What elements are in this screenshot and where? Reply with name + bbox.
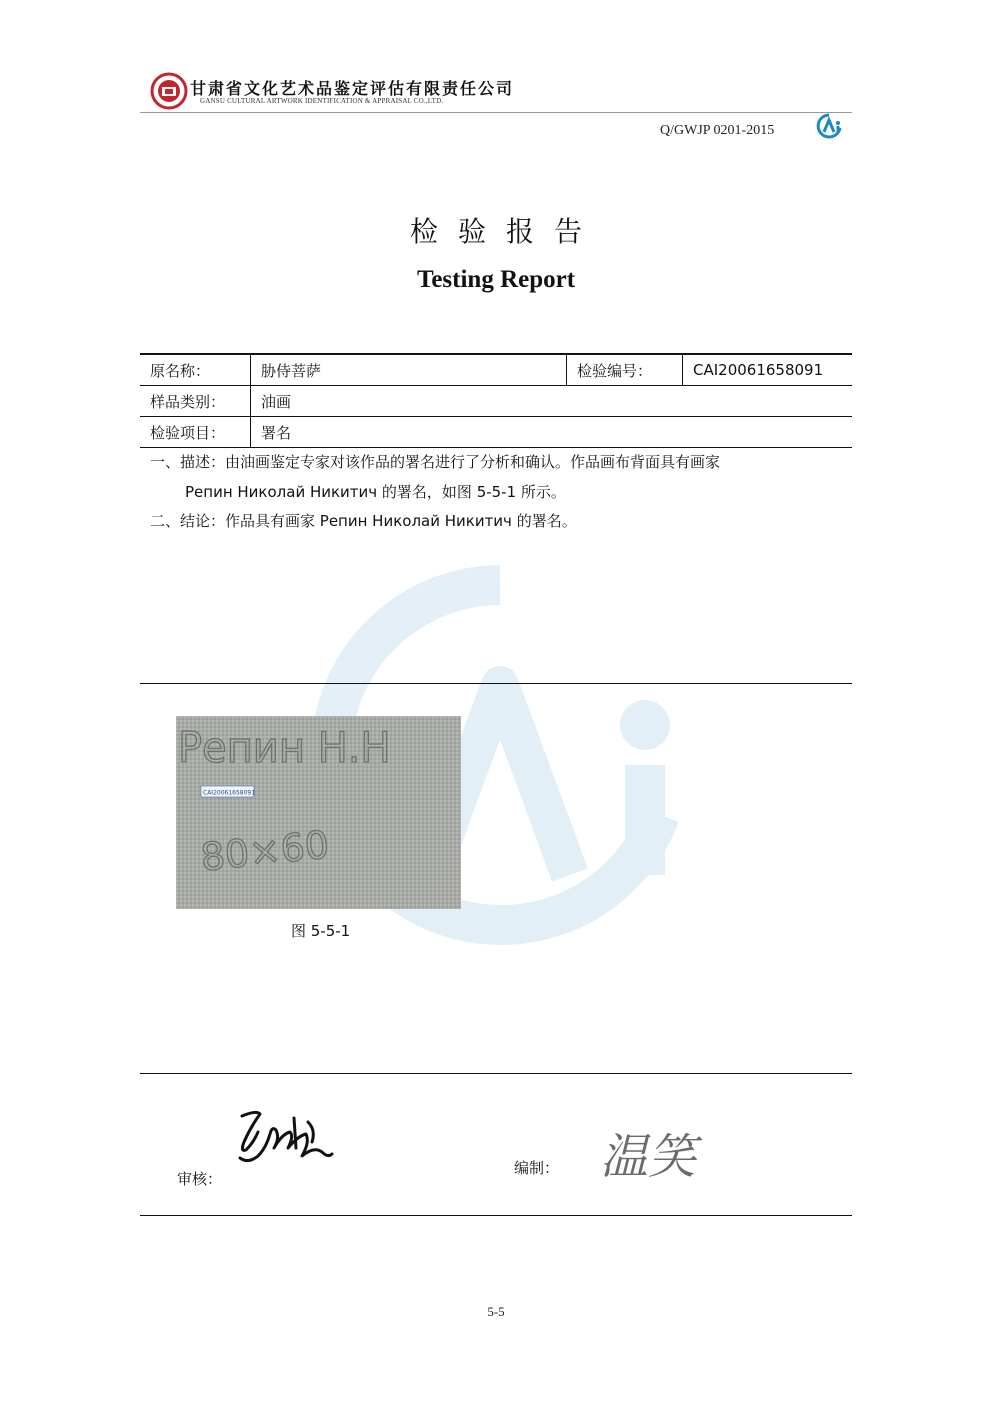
table-row [140, 386, 852, 417]
section-divider [140, 1215, 852, 1216]
description-line-1: 一、描述：由油画鉴定专家对该作品的署名进行了分析和确认。作品画布背面具有画家 [150, 453, 721, 471]
header-divider [140, 112, 852, 113]
reviewer-signature [236, 1108, 336, 1174]
item-label: 检验项目： [140, 417, 251, 448]
appraisal-logo-icon [816, 113, 842, 139]
compiler-signature-text: 温笑 [600, 1129, 697, 1183]
report-title-cn: 检验报告 [409, 215, 602, 248]
table-row [140, 354, 852, 386]
table-row [140, 417, 852, 448]
company-seal-icon [150, 72, 188, 110]
canvas-back-photo [176, 716, 461, 909]
label-tag: CAI20061658091 [203, 789, 256, 797]
company-name-cn: 甘肃省文化艺术品鉴定评估有限责任公司 [190, 79, 515, 98]
name-label: 原名称： [140, 354, 251, 386]
id-label: 检验编号： [567, 354, 683, 386]
item-value: 署名 [251, 417, 853, 448]
inscription-bottom: 80×60 [198, 822, 332, 880]
category-value: 油画 [251, 386, 853, 417]
section-divider [140, 1073, 852, 1074]
section-divider [140, 683, 852, 684]
description-line-2: Репин Николай Никитич 的署名，如图 5-5-1 所示。 [185, 483, 566, 501]
name-value: 胁侍菩萨 [251, 354, 567, 386]
standard-code: Q/GWJP 0201-2015 [660, 123, 775, 138]
compiler-signature [600, 1128, 725, 1183]
inscription-top: Репин Н.Н [178, 723, 391, 773]
figure-caption: 图 5-5-1 [291, 922, 351, 940]
page-number: 5-5 [487, 1304, 505, 1319]
category-label: 样品类别： [140, 386, 251, 417]
info-table [140, 353, 852, 448]
review-label: 审核： [177, 1170, 223, 1188]
conclusion-line: 二、结论：作品具有画家 Репин Николай Никитич 的署名。 [150, 512, 577, 530]
id-value: CAI20061658091 [683, 354, 853, 386]
report-title-en: Testing Report [416, 266, 576, 293]
company-name-en: GANSU CULTURAL ARTWORK IDENTIFICATION & APPRAISAL CO.,LTD. [200, 97, 444, 105]
compile-label: 编制： [514, 1159, 560, 1177]
